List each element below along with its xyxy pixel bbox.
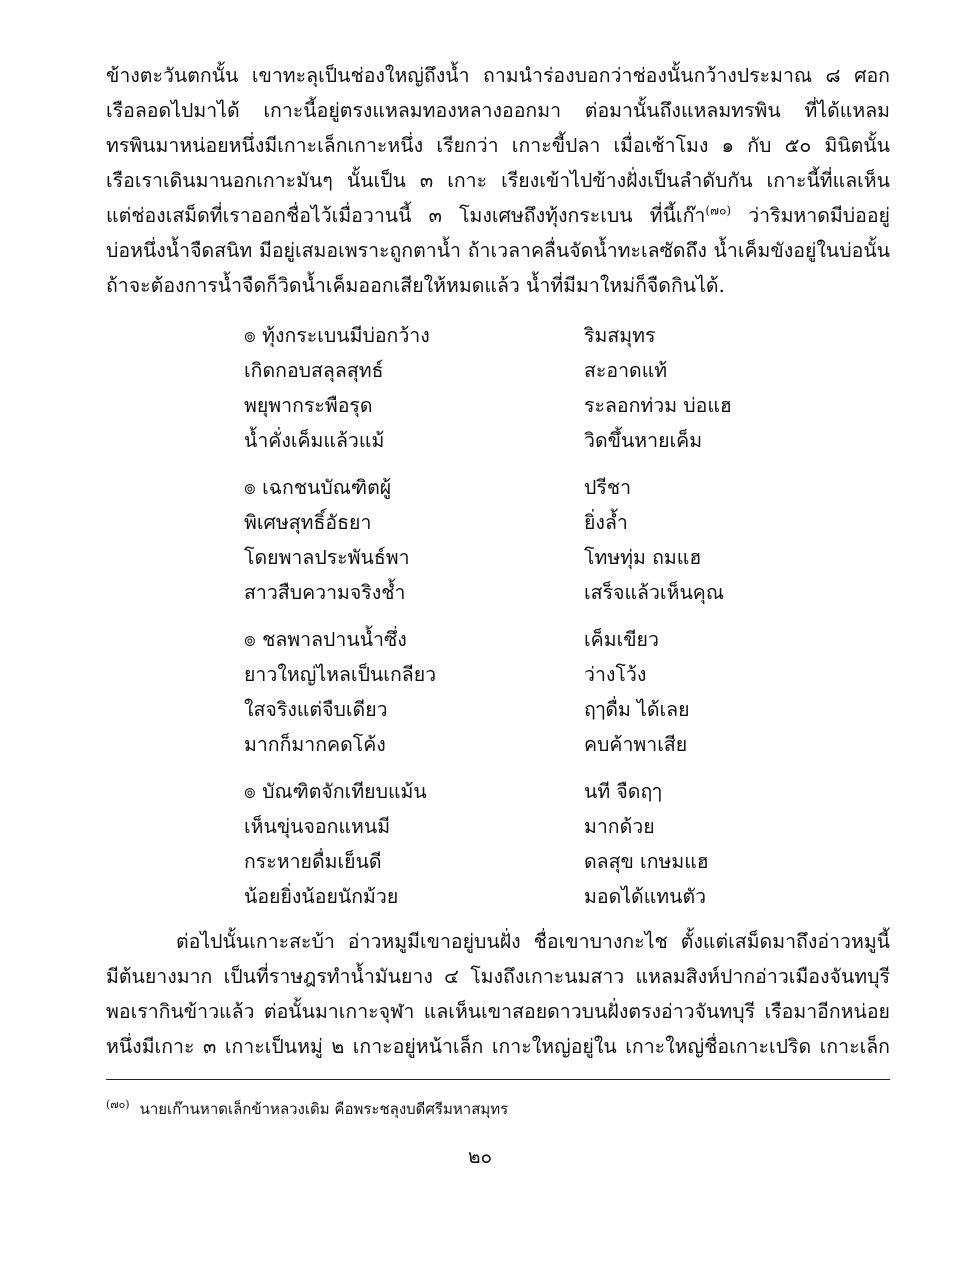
verse-first-half: น้ำคั่งเค็มแล้วแม้ bbox=[244, 429, 385, 452]
verse-second-half: โทษทุ่ม ถมแฮ bbox=[584, 546, 702, 569]
verse-second-half: ว่างโว้ง bbox=[584, 663, 647, 686]
poem-verse bbox=[244, 470, 764, 505]
verse-second-half: สะอาดแท้ bbox=[584, 359, 668, 382]
footnote bbox=[106, 1092, 890, 1122]
poem-verse bbox=[244, 318, 764, 353]
verse-first-half: น้อยยิ่งน้อยนักม้วย bbox=[244, 885, 399, 908]
poem-stanza bbox=[244, 470, 764, 610]
verse-first-half: เห็นขุ่นจอกแหนมี bbox=[244, 815, 391, 838]
verse-first-half: ยาวใหญ่ไหลเป็นเกลียว bbox=[244, 663, 437, 686]
poem-stanza bbox=[244, 318, 764, 458]
verse-second-half: ยิ่งล้ำ bbox=[584, 511, 628, 534]
verse-first-half: ๏ ชลพาลปานน้ำซึ่ง bbox=[244, 628, 407, 651]
verse-second-half: ริมสมุทร bbox=[584, 324, 656, 347]
paragraph-line: หนึ่งมีเกาะ ๓ เกาะเป็นหมู่ ๒ เกาะอยู่หน้าเล็ก เกาะใหญ่อยู่ใน เกาะใหญ่ชื่อเกาะเปริด เกาะเล็ก bbox=[106, 1035, 890, 1058]
verse-first-half: ๏ บัณฑิตจักเทียบแม้น bbox=[244, 780, 427, 803]
poem-verse bbox=[244, 540, 764, 575]
paragraph-line: เรือลอดไปมาได้ เกาะนี้อยู่ตรงแหลมทองหลางออกมา ต่อมานั้นถึงแหลมทรพิน ที่ได้แหลม bbox=[106, 99, 890, 122]
verse-first-half: กระหายดื่มเย็นดี bbox=[244, 850, 382, 873]
poem-verse bbox=[244, 774, 764, 809]
verse-first-half: สาวสืบความจริงช้ำ bbox=[244, 581, 406, 604]
poem-verse bbox=[244, 727, 764, 762]
verse-second-half: วิดขึ้นหายเค็ม bbox=[584, 429, 703, 452]
verse-first-half: ใสจริงแต่จืบเดียว bbox=[244, 698, 388, 721]
poem-verse bbox=[244, 809, 764, 844]
verse-second-half: คบค้าพาเสีย bbox=[584, 733, 688, 756]
verse-second-half: ปรีชา bbox=[584, 476, 632, 499]
poem-verse bbox=[244, 575, 764, 610]
verse-second-half: มากด้วย bbox=[584, 815, 655, 838]
poem-stanza bbox=[244, 774, 764, 914]
poem-verse bbox=[244, 657, 764, 692]
paragraph-line: ทรพินมาหน่อยหนึ่งมีเกาะเล็กเกาะหนึ่ง เรียกว่า เกาะขี้ปลา เมื่อเช้าโมง ๑ กับ ๕๐ มินิตนั้น bbox=[106, 134, 890, 157]
paragraph-line: ถ้าจะต้องการน้ำจืดก็วิดน้ำเค็มออกเสียให้หมดแล้ว น้ำที่มีมาใหม่ก็จืดกินได้. bbox=[106, 274, 725, 297]
paragraph-line: เรือเราเดินมานอกเกาะมันๆ นั้นเป็น ๓ เกาะ เรียงเข้าไปข้างฝั่งเป็นลำดับกัน เกาะนี้ที่แลเห็น bbox=[106, 169, 890, 192]
verse-second-half: เค็มเขียว bbox=[584, 628, 659, 651]
poem-verse bbox=[244, 388, 764, 423]
verse-first-half: โดยพาลประพันธ์พา bbox=[244, 546, 410, 569]
verse-first-half: ๏ ทุ้งกระเบนมีบ่อกว้าง bbox=[244, 324, 430, 347]
poem-verse bbox=[244, 423, 764, 458]
verse-second-half: มอดได้แทนตัว bbox=[584, 885, 707, 908]
verse-second-half: ฤๅดื่ม ได้เลย bbox=[584, 698, 690, 721]
footnote-divider bbox=[106, 1079, 890, 1080]
line-text-after-ref: ว่าริมหาดมีบ่ออยู่ bbox=[731, 204, 890, 227]
footnote-reference[interactable]: (๗๐) bbox=[705, 203, 732, 218]
verse-first-half: ๏ เฉกชนบัณฑิตผู้ bbox=[244, 476, 392, 499]
footnote-text: นายเก๊านหาดเล็กข้าหลวงเดิม คือพระชลุงบดีศรีมหาสมุทร bbox=[139, 1100, 509, 1118]
verse-first-half: มากก็มากคดโค้ง bbox=[244, 733, 386, 756]
poem-verse bbox=[244, 692, 764, 727]
poem-verse bbox=[244, 879, 764, 914]
paragraph-1 bbox=[106, 58, 890, 303]
verse-first-half: พิเศษสุทธิ์อัธยา bbox=[244, 511, 372, 534]
verse-first-half: เกิดกอบสลุลสุทธ์ bbox=[244, 359, 384, 382]
poem-verse bbox=[244, 505, 764, 540]
paragraph-2 bbox=[106, 924, 890, 1064]
poem-stanza bbox=[244, 622, 764, 762]
poem-verse bbox=[244, 844, 764, 879]
verse-second-half: ดลสุข เกษมแฮ bbox=[584, 850, 709, 873]
paragraph-line: ข้างตะวันตกนั้น เขาทะลุเป็นช่องใหญ่ถึงน้ำ ถามนำร่องบอกว่าช่องนั้นกว้างประมาณ ๘ ศอก bbox=[106, 64, 890, 87]
footnote-mark: (๗๐) bbox=[106, 1098, 130, 1111]
verse-first-half: พยุพากระพือรุด bbox=[244, 394, 373, 417]
page-number: ๒๐ bbox=[467, 1146, 493, 1168]
verse-second-half: นที จืดฤๅ bbox=[584, 780, 662, 803]
line-text-before-ref: แต่ช่องเสม็ดที่เราออกชื่อไว้เมื่อวานนี้ ๓ โมงเศษถึงทุ้งกระเบน ที่นี้เก๊า bbox=[106, 204, 706, 227]
poem-verse bbox=[244, 622, 764, 657]
verse-second-half: ระลอกท่วม บ่อแฮ bbox=[584, 394, 732, 417]
paragraph-line: ต่อไปนั้นเกาะสะบ้า อ่าวหมูมีเขาอยู่บนฝั่ง ชื่อเขาบางกะไช ตั้งแต่เสม็ดมาถึงอ่าวหมูนี้ bbox=[176, 930, 890, 953]
paragraph-line-with-footnote-ref bbox=[106, 198, 890, 233]
paragraph-line: พอเรากินข้าวแล้ว ต่อนั้นมาเกาะจุฬา แลเห็นเขาสอยดาวบนฝั่งตรงอ่าวจันทบุรี เรือมาอีกหน่อย bbox=[106, 1000, 890, 1023]
poem-verse bbox=[244, 353, 764, 388]
verse-second-half: เสร็จแล้วเห็นคุณ bbox=[584, 581, 724, 604]
poem bbox=[244, 318, 764, 926]
paragraph-line: บ่อหนึ่งน้ำจืดสนิท มีอยู่เสมอเพราะถูกตาน้ำ ถ้าเวลาคลื่นจัดน้ำทะเลซัดถึง น้ำเค็มขังอยู่ในบ่อนั้น bbox=[106, 239, 890, 262]
paragraph-line: มีต้นยางมาก เป็นที่ราษฎรทำน้ำมันยาง ๔ โมงถึงเกาะนมสาว แหลมสิงห์ปากอ่าวเมืองจันทบุรี bbox=[106, 965, 890, 988]
